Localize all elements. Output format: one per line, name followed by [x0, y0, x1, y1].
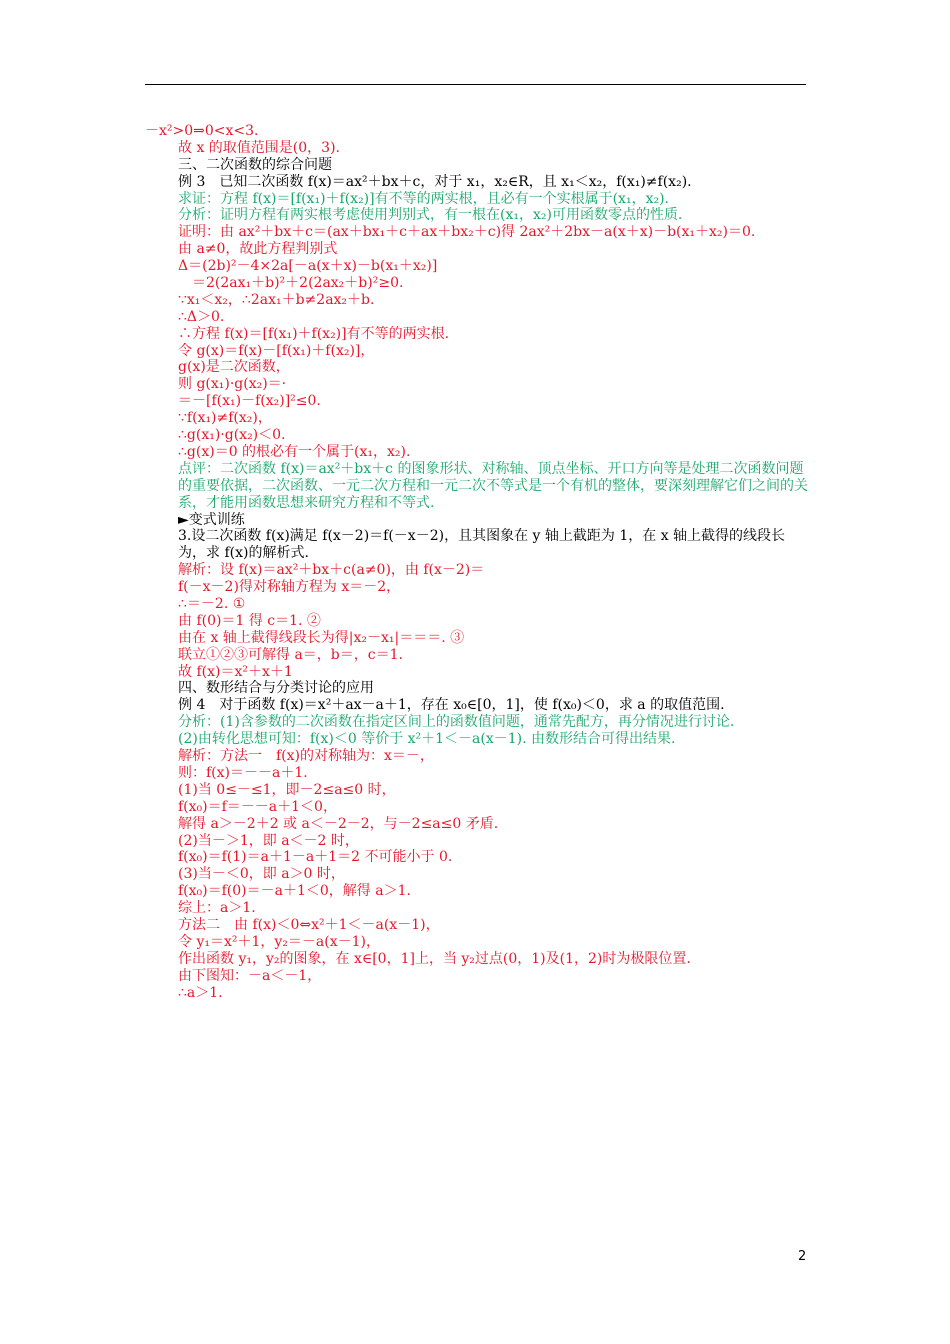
text-line: 解析：方法一 f(x)的对称轴为：x＝－， [178, 748, 434, 765]
text-line: 由 a≠0，故此方程判别式 [178, 241, 338, 258]
text-line: ∴Δ＞0. [178, 308, 225, 325]
text-line: ∴g(x)＝0 的根必有一个属于(x₁，x₂). [178, 443, 411, 460]
text-line: ∴＝－2. ① [178, 596, 246, 613]
text-line: ∵f(x₁)≠f(x₂)， [178, 410, 272, 427]
text-line: 则 g(x₁)·g(x₂)＝· [178, 376, 287, 393]
text-line: 证明：由 ax²＋bx＋c＝(ax＋bx₁＋c＋ax＋bx₂＋c)得 2ax²＋2bx－a(x＋x)－b(x₁＋x₂)＝0. [178, 224, 756, 241]
text-line: ∴方程 f(x)＝[f(x₁)＋f(x₂)]有不等的两实根. [178, 325, 450, 342]
text-line: 解得 a＞－2＋2 或 a＜－2－2，与－2≤a≤0 矛盾. [178, 815, 499, 832]
text-line: 作出函数 y₁，y₂的图象，在 x∈[0，1]上，当 y₂过点(0，1)及(1，2)时为极限位置. [178, 950, 691, 967]
text-line: 求证：方程 f(x)＝[f(x₁)＋f(x₂)]有不等的两实根，且必有一个实根属于(x₁，x₂). [178, 190, 669, 207]
text-line: 则：f(x)＝－－a＋1. [178, 764, 308, 781]
text-line: g(x)是二次函数， [178, 359, 290, 376]
text-line: ＝2(2ax₁＋b)²＋2(2ax₂＋b)²≥0. [178, 275, 404, 292]
text-line: f(x₀)＝f(1)＝a＋1－a＋1＝2 不可能小于 0. [178, 849, 453, 866]
text-line: 例 3 已知二次函数 f(x)＝ax²＋bx＋c，对于 x₁，x₂∈R，且 x₁＜x₂，f(x₁)≠f(x₂). [178, 173, 692, 190]
text-line: 令 y₁＝x²＋1，y₂＝－a(x－1)， [178, 933, 380, 950]
page-number: 2 [798, 1249, 807, 1264]
text-line: 由 f(0)＝1 得 c＝1. ② [178, 612, 321, 629]
text-line: 三、二次函数的综合问题 [178, 156, 332, 173]
text-line: ∴g(x₁)·g(x₂)＜0. [178, 427, 286, 444]
text-line: (1)当 0≤－≤1，即－2≤a≤0 时， [178, 781, 396, 798]
text-line: 联立①②③可解得 a＝，b＝，c＝1. [178, 646, 403, 663]
text-line: 例 4 对于函数 f(x)＝x²＋ax－a＋1，存在 x₀∈[0，1]，使 f(x₀)＜0，求 a 的取值范围. [178, 697, 725, 714]
text-line: 分析：证明方程有两实根考虑使用判别式，有一根在(x₁，x₂)可用函数零点的性质. [178, 207, 683, 224]
text-line: 综上：a＞1. [178, 900, 256, 917]
text-line: 方法二 由 f(x)＜0⇔x²＋1＜－a(x－1)， [178, 916, 440, 933]
text-line: 故 x 的取值范围是(0，3). [178, 139, 340, 156]
text-line: ∵x₁＜x₂，∴2ax₁＋b≠2ax₂＋b. [178, 291, 375, 308]
text-line: 3.设二次函数 f(x)满足 f(x－2)＝f(－x－2)，且其图象在 y 轴上截距为 1，在 x 轴上截得的线段长为，求 f(x)的解析式. [178, 528, 786, 562]
text-line: 由下图知：－a＜－1， [178, 967, 322, 984]
text-line: ►变式训练 [178, 511, 245, 528]
header-rule [145, 84, 806, 85]
text-line: (2)由转化思想可知：f(x)＜0 等价于 x²＋1＜－a(x－1). 由数形结合可得出结果. [178, 731, 676, 748]
text-line: ＝－[f(x₁)－f(x₂)]²≤0. [178, 393, 321, 410]
text-line: 解析：设 f(x)＝ax²＋bx＋c(a≠0)，由 f(x－2)＝ [178, 562, 485, 579]
text-line: (2)当－＞1，即 a＜－2 时， [178, 832, 359, 849]
text-line: 分析：(1)含参数的二次函数在指定区间上的函数值问题，通常先配方，再分情况进行讨论. [178, 714, 735, 731]
text-line: －x²>0⇒0<x<3. [145, 123, 259, 139]
text-line: Δ＝(2b)²－4×2a[－a(x＋x)－b(x₁＋x₂)] [178, 258, 438, 275]
text-line: f(－x－2)得对称轴方程为 x＝－2， [178, 579, 401, 596]
text-line: 令 g(x)＝f(x)－[f(x₁)＋f(x₂)]， [178, 342, 375, 359]
text-line: 由在 x 轴上截得线段长为得|x₂－x₁|＝＝＝. ③ [178, 629, 465, 646]
text-line: 点评：二次函数 f(x)＝ax²＋bx＋c 的图象形状、对称轴、顶点坐标、开口方向等是处理二次函数问题的重要依据，二次函数、一元二次方程和一元二次不等式是一个有机的整体，要深刻理解它们之间的关系，才能用函数思想来研究方程和不等式. [178, 460, 808, 511]
text-line: ∴a＞1. [178, 984, 223, 1001]
text-line: 故 f(x)＝x²＋x＋1 [178, 663, 293, 680]
text-line: f(x₀)＝f＝－－a＋1＜0， [178, 798, 337, 815]
document-body [145, 123, 811, 1001]
text-line: (3)当－＜0，即 a＞0 时， [178, 866, 345, 883]
text-line: f(x₀)＝f(0)＝－a＋1＜0，解得 a＞1. [178, 883, 411, 900]
text-line: 四、数形结合与分类讨论的应用 [178, 680, 374, 697]
